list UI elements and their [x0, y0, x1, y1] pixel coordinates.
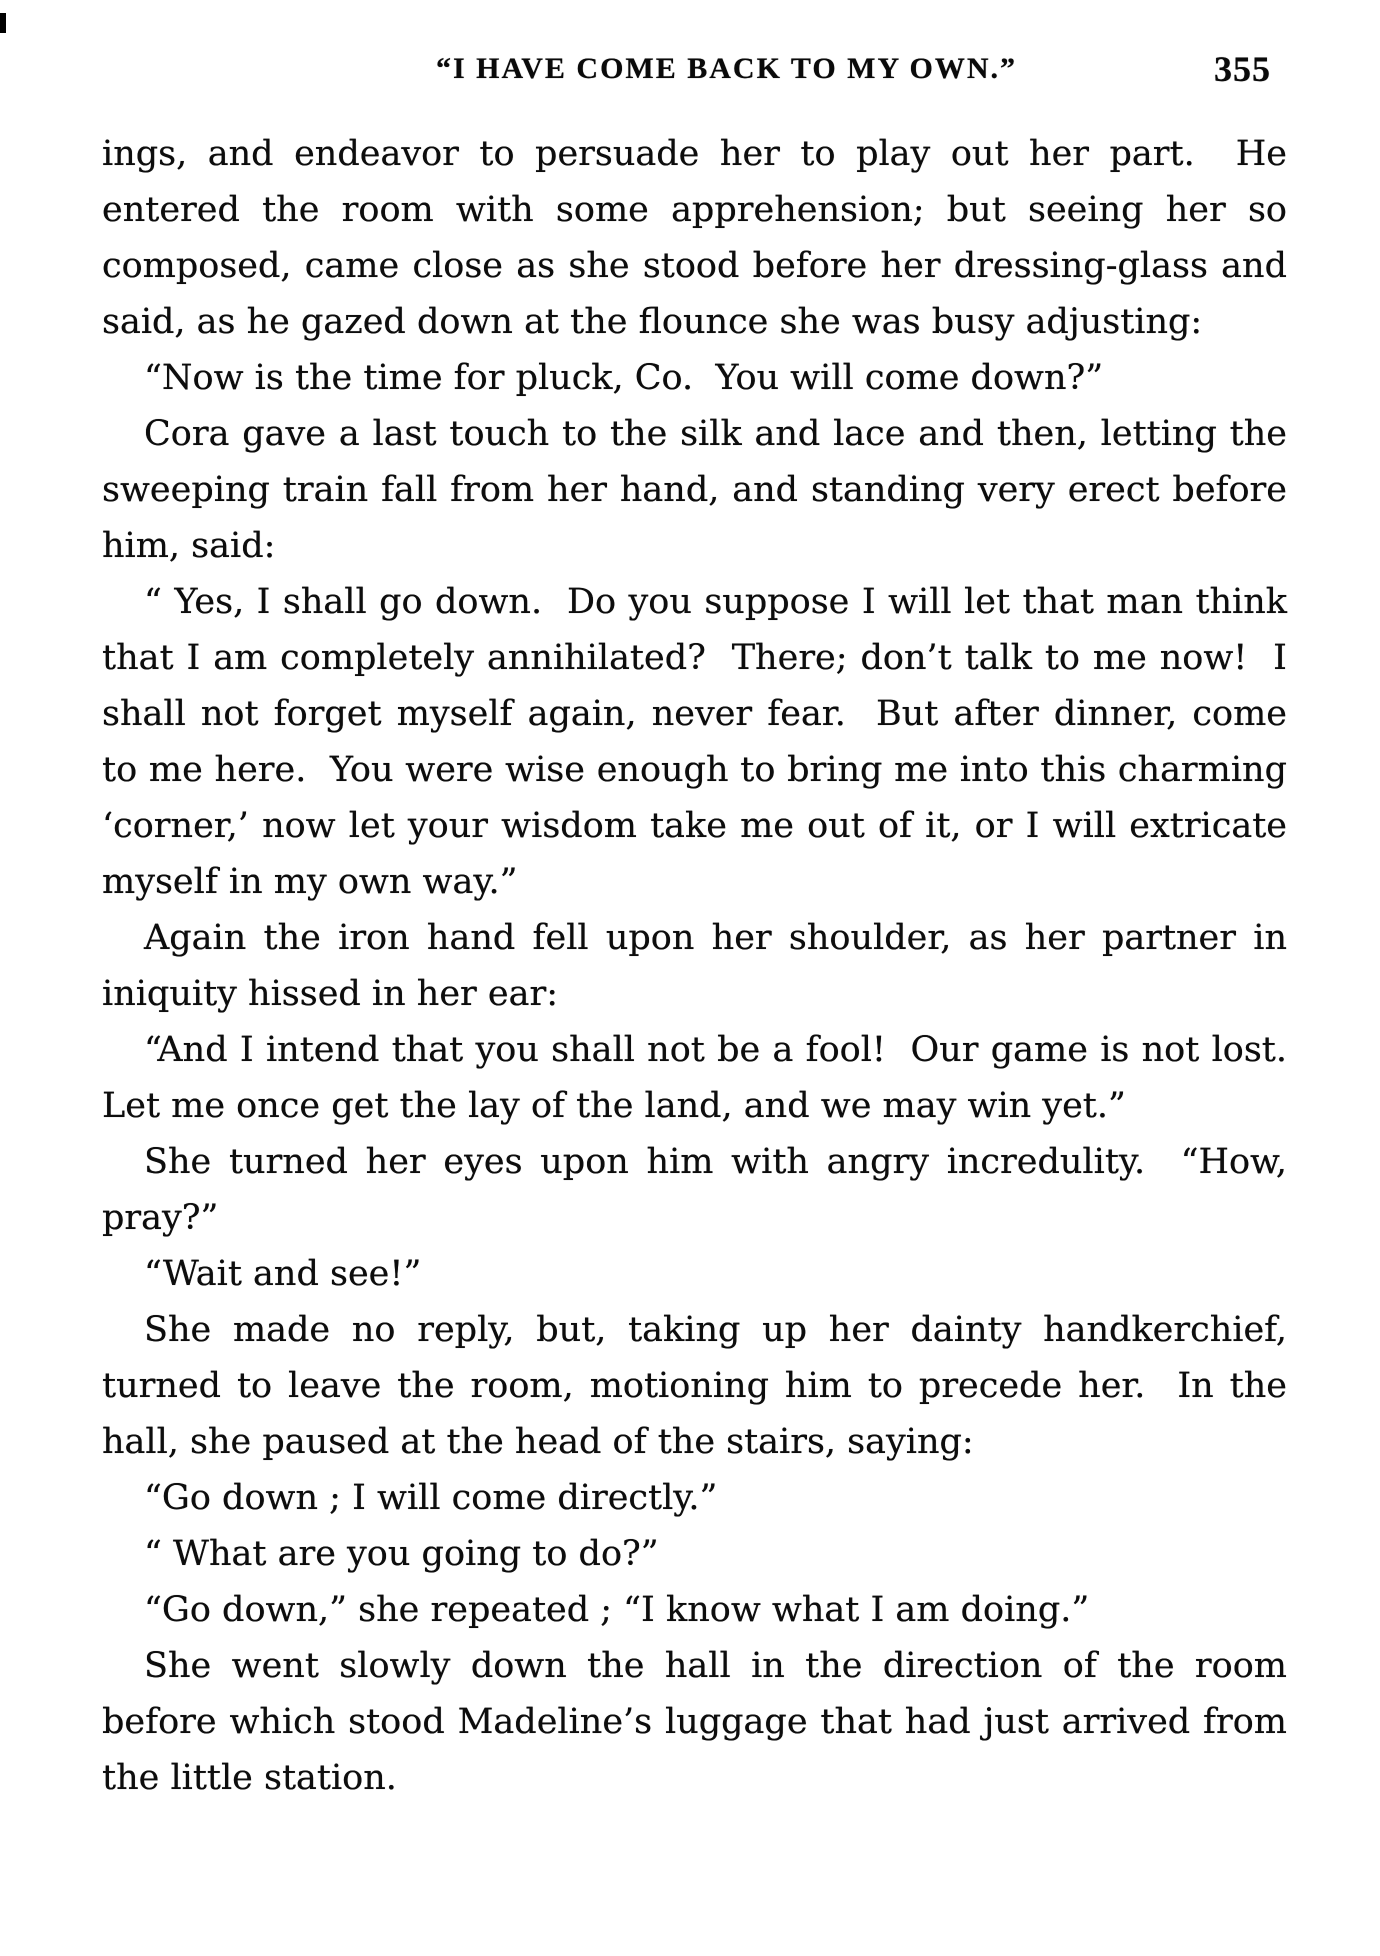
page-number: 355: [1214, 49, 1271, 89]
scan-artifact: [0, 13, 6, 33]
paragraph: “ Yes, I shall go down. Do you suppose I will let that man think that I am completely annihilated? There; don’t talk to me now! I shall not forget myself again, never fear. But after dinner, come to me here. You were wise enough to bring me into this charming ‘corner,’ now let your wisdom take me out of it, or I will extricate myself in my own way.”: [102, 582, 1299, 902]
paragraph: “Wait and see!”: [144, 1254, 422, 1294]
page-body-text: [102, 126, 1310, 1806]
paragraph: She turned her eyes upon him with angry incredulity. “How, pray?”: [102, 1142, 1299, 1238]
paragraph: “ What are you going to do?”: [144, 1534, 659, 1574]
paragraph: She went slowly down the hall in the direction of the room before which stood Madeline’s luggage that had just arrived from the little station.: [102, 1646, 1299, 1798]
paragraph: “Now is the time for pluck, Co. You will come down?”: [144, 358, 1104, 398]
paragraph: “Go down,” she repeated ; “I know what I am doing.”: [144, 1590, 1090, 1630]
paragraph: “Go down ; I will come directly.”: [144, 1478, 718, 1518]
paragraph: ings, and endeavor to persuade her to play out her part. He entered the room with some apprehension; but seeing her so composed, came close as she stood before her dressing-glass and said, as he gazed down at the flounce she was busy adjusting:: [102, 134, 1299, 342]
paragraph: Again the iron hand fell upon her shoulder, as her partner in iniquity hissed in her ear:: [102, 918, 1299, 1014]
paragraph: Cora gave a last touch to the silk and lace and then, letting the sweeping train fall from her hand, and standing very erect before him, said:: [102, 414, 1299, 566]
running-header-title: “I HAVE COME BACK TO MY OWN.”: [435, 52, 1018, 85]
running-header: [102, 49, 1287, 100]
paragraph: She made no reply, but, taking up her dainty handkerchief, turned to leave the room, motioning him to precede her. In the hall, she paused at the head of the stairs, saying:: [102, 1310, 1299, 1462]
paragraph: “And I intend that you shall not be a fool! Our game is not lost. Let me once get the lay of the land, and we may win yet.”: [102, 1030, 1310, 1126]
